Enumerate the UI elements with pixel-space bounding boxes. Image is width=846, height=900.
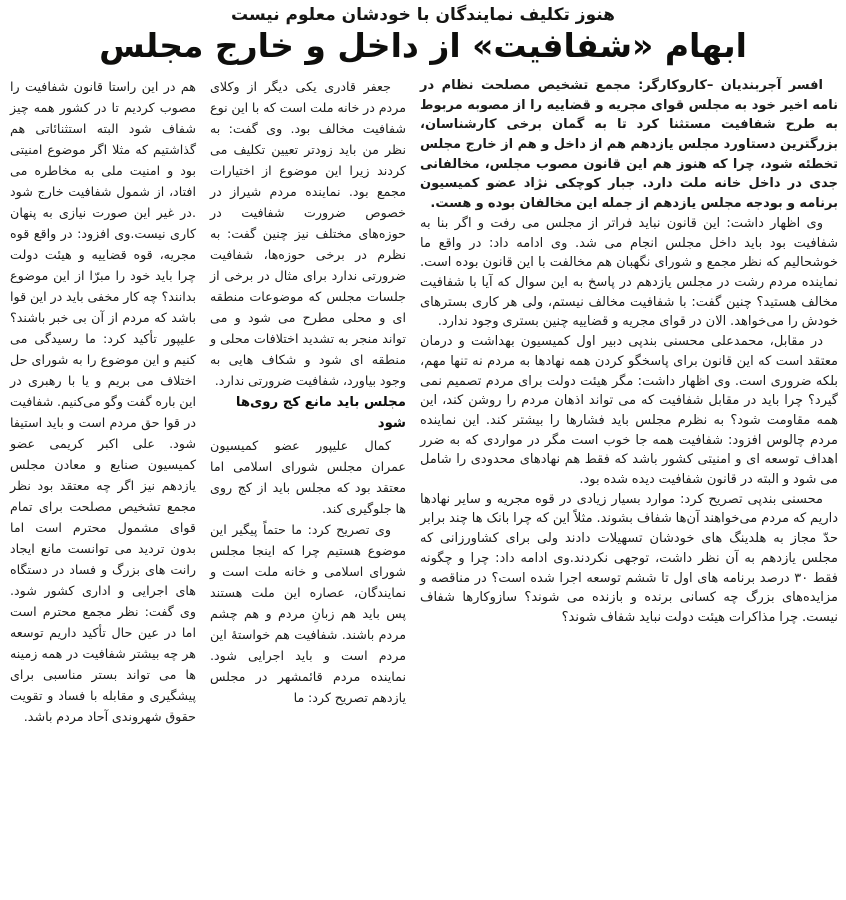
paragraph: وی اظهار داشت: این قانون نباید فراتر از مجلس می رفت و اگر بنا به شفافیت بود باید داخل مجلس انجام می شد. وی ادامه داد: در واقع ما خوشحالیم که نظر مجمع و شورای نگهبان هم مخالفت با این قانون بوده است. نماینده مردم رشت در مجلس یازدهم در پاسخ به این سوال که آیا با شفافیت مخالف هستید؟ چنین گفت: با شفافیت مخالف نیستم، ولی هر کاری بسترهای خودش را می‌خواهد. الان در قوای مجریه و قضاییه چنین بستری وجود ندارد.: [420, 215, 838, 330]
column-third: [10, 76, 196, 727]
paragraph: در مقابل، محمدعلی محسنی بندپی دبیر اول کمیسیون بهداشت و درمان معتقد است که این قانون برای پاسخگو کردن همه نهادها به مردم نه تنها مهم، بلکه ضروری است. وی اظهار داشت: مگر هیئت دولت برای مردم تصمیم نمی گیرد؟ چرا باید در مقابل شفافیت که می تواند اذهان مردم را روشن کند، این همه مقاومت شود؟ به نظرم مجلس باید فشارها را بیشتر کند. این نماینده مردم چالوس افزود: شفافیت همه جا خوب است مگر در مواردی که به ضرر اهداف توسعه ای و امنیتی کشور باشد که فقط هم نهادهای محدودی را شامل می شود و البته در قانون شفافیت دیده شده بود.: [420, 334, 838, 488]
lead-paragraph: افسر آجربندیان –کاروکارگر: مجمع تشخیص مصلحت نظام در نامه اخیر خود به مجلس قوای مجریه و قضاییه را از مصوبه مربوط به طرح شفافیت مستثنا کرد تا به گمان برخی کارشناسان، بزرگترین دستاورد مجلس یازدهم هم از داخل و هم از خارج مجلس تخطئه شود، چرا که هنوز هم این قانون مصوب مجلس، مخالفانی جدی در داخل خانه ملت دارد. جبار کوچکی نژاد عضو کمیسیون برنامه و بودجه مجلس یازدهم از جمله این مخالفان بوده و هست.: [420, 77, 838, 212]
paragraph: جعفر قادری یکی دیگر از وکلای مردم در خانه ملت است که با این نوع شفافیت مخالف بود. وی گفت: به نظر من باید زودتر تعیین تکلیف می کردند زیرا این موضوع از اختیارات مجمع بود. نماینده مردم شیراز در خصوص ضرورت شفافیت در حوزه‌های مختلف نیز چنین گفت: به نظرم در برخی حوزه‌ها، شفافیت ضرورتی ندارد برای مثال در برخی از جلسات مجلس که موضوعات منطقه ای و محلی مطرح می شود و می تواند منجر به تشدید اختلافات محلی و منطقه ای شود و شکاف هایی به وجود بیاورد، شفافیت ضرورتی ندارد.: [210, 78, 406, 388]
article-kicker: هنوز تکلیف نمایندگان با خودشان معلوم نیست: [231, 5, 615, 25]
column-first-wide: [420, 76, 838, 628]
section-subheading: مجلس باید مانع کج روی‌ها شود: [235, 394, 406, 431]
column-second: [210, 76, 406, 708]
article-body: [0, 65, 846, 727]
paragraph: وی تصریح کرد: ما حتماً پیگیر این موضوع هستیم چرا که اینجا مجلس شورای اسلامی و خانه ملت است و نمایندگان، عصاره این ملت هستند پس باید هم زبانِ مردم و هم چشم مردم باشند. شفافیت هم خواستهٔ این مردم است و باید اجرایی شود. نماینده مردم قائمشهر در مجلس یازدهم تصریح کرد: ما: [210, 521, 406, 705]
article-header: [0, 0, 846, 65]
paragraph: محسنی بندپی تصریح کرد: موارد بسیار زیادی در قوه مجریه و سایر نهادها داریم که مردم می‌خواهند آن‌ها شفاف بشوند. مثلاً این که چرا بانک ها چند برابر حدّ مجاز به هلدینگ های خودشان تسهیلات دادند ولی برای کشاورزانی که مجلس یازدهم به آن نظر داشت، توجهی نکردند.وی ادامه داد: چرا و چگونه فقط ۳۰ درصد برنامه های اول تا ششم توسعه اجرا شده است؟ در مناقصه و مزایده‌های بزرگ چه کسانی برنده و بازنده می شوند؟ سازوکارها شفاف نیست. چرا مذاکرات هیئت دولت نباید شفاف شوند؟: [420, 491, 838, 625]
continuation-paragraph: هم در این راستا قانون شفافیت را مصوب کردیم تا در کشور همه چیز شفاف شود البته استثنائاتی هم گذاشتیم که مثلا اگر موضوع امنیتی بود و امنیت ملی به مخاطره می افتاد، از شمول شفافیت خارج شود .در غیر این صورت نیازی به پنهان کاری نیست.وی افزود: در واقع قوه مجریه، قوه قضاییه و هیئت دولت چرا باید خود را مبرّا از این موضوع بدانند؟ چه کار مخفی باید در این قوا باشد که مردم از آن بی خبر باشند؟ علیپور تأکید کرد: ما رسیدگی می کنیم و این موضوع را به شورای حل اختلاف می بریم و یا با رهبری در این باره گفت وگو می‌کنیم. شفافیت در قوا حق مردم است و باید استیفا شود. علی اکبر کریمی عضو کمیسیون صنایع و معادن مجلس یازدهم نیز اگر چه معتقد بود نظر مجمع تشخیص مصلحت برای تمام قوای مشمول محترم است اما بدون تردید می توانست مانع ایجاد رانت های بزرگ و فساد در دستگاه های اجرایی و اداری کشور شود. وی گفت: نظر مجمع محترم است اما در عین حال تأکید داریم توسعه هر چه بیشتر شفافیت در همه زمینه ها می تواند بستر مناسبی برای پیشگیری و مقابله با فساد و تقویت حقوق شهروندی آحاد مردم باشد.: [10, 78, 196, 724]
paragraph: کمال علیپور عضو کمیسیون عمران مجلس شورای اسلامی اما معتقد بود که مجلس باید از کج روی ها جلوگیری کند.: [210, 437, 406, 516]
article-headline: ابهام «شفافیت» از داخل و خارج مجلس: [99, 26, 747, 65]
